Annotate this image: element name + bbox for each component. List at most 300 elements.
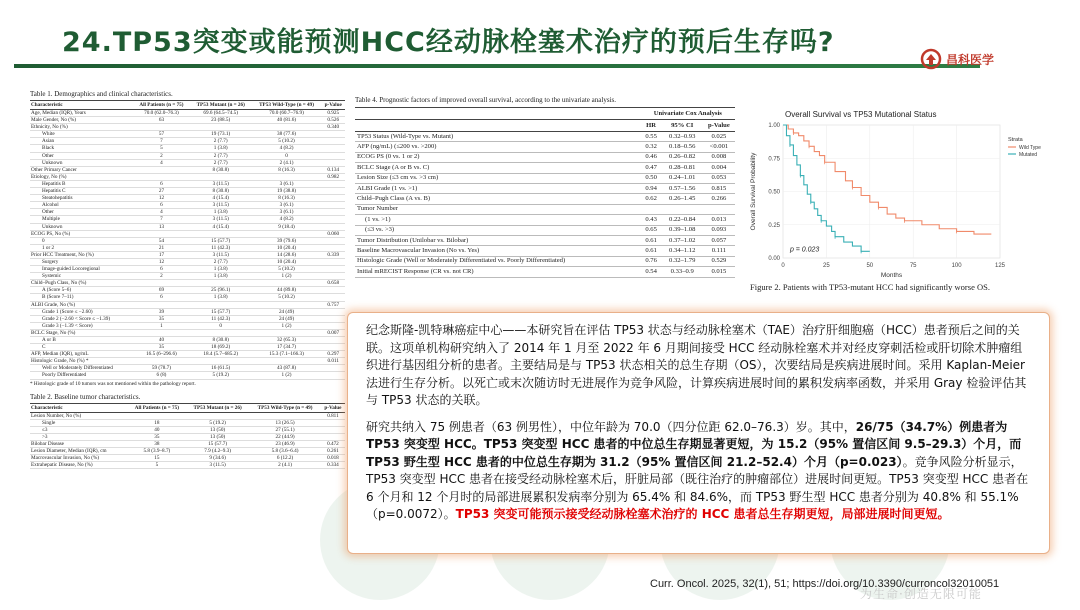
table4-cell: 0.025 [703, 132, 735, 142]
table1-cell [321, 258, 345, 265]
brand-logo [920, 48, 994, 70]
table1-cell: Alcohol [30, 202, 133, 209]
table1-cell: 38 (77.6) [252, 131, 322, 138]
table-row [30, 462, 345, 469]
table1-cell: 6 [133, 266, 190, 273]
table2-cell: 5 (19.2) [186, 419, 249, 426]
table4-header-1: HR [641, 120, 662, 132]
x-tick-label: 50 [866, 263, 874, 269]
table1-cell [321, 195, 345, 202]
table-row [30, 280, 345, 287]
table1-cell: A or B [30, 337, 133, 344]
table1-cell: 13 [133, 223, 190, 230]
table1-cell: 3 (6.1) [252, 202, 322, 209]
table1-cell: 24 (49) [252, 315, 322, 322]
table2-cell: Lesion Diameter, Median (IQR), cm [30, 448, 128, 455]
table-row [30, 372, 345, 379]
table1-cell: 10 (20.4) [252, 244, 322, 251]
table1-cell: 16 (61.5) [190, 365, 252, 372]
table2-cell: 27 (55.1) [249, 426, 321, 433]
table-row [30, 216, 345, 223]
table-row [30, 322, 345, 329]
table1-header-0: Characteristic [30, 101, 133, 110]
table4-cell: 0.47 [641, 163, 662, 173]
table1-cell: 15 (57.7) [190, 237, 252, 244]
table-row [30, 117, 345, 124]
table-row [30, 138, 345, 145]
table1-cell: 1 (3.8) [190, 294, 252, 301]
table4-cell: 0.008 [703, 152, 735, 162]
table-row [355, 142, 735, 152]
table4-cell: Child–Pugh Class (A vs. B) [355, 194, 641, 204]
table1-cell: 7 [133, 216, 190, 223]
title-underline [14, 64, 980, 68]
table1-cell: 5 (10.2) [252, 266, 322, 273]
table1-cell: Image-guided Locoregional [30, 266, 133, 273]
table1-cell [321, 244, 345, 251]
table4-panel [355, 96, 735, 278]
table-row [30, 131, 345, 138]
p-value-annotation: p = 0.023 [789, 246, 820, 254]
table1-cell [321, 145, 345, 152]
table1-cell: 32 (65.3) [252, 337, 322, 344]
table4-cell: (≤3 vs. >3) [355, 225, 641, 235]
table1-cell [190, 173, 252, 180]
legend-entry: Mutated [1019, 152, 1038, 158]
table4-cell: 0.37–1.02 [662, 236, 703, 246]
y-axis-label: Overall Survival Probability [750, 152, 757, 231]
table1-cell: 59 (78.7) [133, 365, 190, 372]
legend-title: Strata [1008, 137, 1023, 143]
table-row [30, 337, 345, 344]
table2-header-3: TP53 Wild-Type (n = 49) [249, 403, 321, 412]
table-row [30, 258, 345, 265]
table1-cell: 10 (20.4) [252, 258, 322, 265]
table1-cell: 44 (89.8) [252, 287, 322, 294]
table4-cell: 0.32–1.79 [662, 256, 703, 266]
x-tick-label: 75 [909, 263, 917, 269]
table4-cell: 0.46 [641, 152, 662, 162]
table-row [30, 266, 345, 273]
table2-cell [128, 412, 186, 419]
table2-cell: 15 (57.7) [186, 440, 249, 447]
table1-cell: 12 [133, 195, 190, 202]
table1-cell: 57 [133, 131, 190, 138]
chart-title: Overall Survival vs TP53 Mutational Status [785, 110, 937, 119]
y-tick-label: 0.50 [768, 189, 780, 196]
table1-cell: Grade 2 (−2.60 < Score ≤ −1.39) [30, 315, 133, 322]
table4-cell: 0.39–1.08 [662, 225, 703, 235]
table1-cell: 69 [133, 287, 190, 294]
table1-cell: 1 or 2 [30, 244, 133, 251]
table2-cell: 7.9 (4.2–9.3) [186, 448, 249, 455]
table4-cell: <0.001 [703, 142, 735, 152]
table1-cell [190, 230, 252, 237]
table1-cell: 8 (30.8) [190, 188, 252, 195]
table2-cell [321, 419, 345, 426]
table1-cell [321, 266, 345, 273]
table-row [30, 433, 345, 440]
table1-cell: 2 (7.7) [190, 138, 252, 145]
table-row [355, 163, 735, 173]
table1-cell: 54 [133, 237, 190, 244]
table1-cell: 19 (73.1) [190, 131, 252, 138]
table2-cell: Single [30, 419, 128, 426]
table1-cell [252, 124, 322, 131]
table-row [30, 202, 345, 209]
paper-tables-panel [30, 90, 345, 590]
table1-cell: 15.3 (7.1–166.3) [252, 351, 322, 358]
table1-cell: 25 (96.1) [190, 287, 252, 294]
table1-cell: 43 (87.8) [252, 365, 322, 372]
table2-cell: 35 [128, 433, 186, 440]
table4-cell: 0.053 [703, 173, 735, 183]
table1-cell: 4 (8.2) [252, 216, 322, 223]
table1-header-4: p-Value [321, 101, 345, 110]
table1-cell: 0.134 [321, 166, 345, 173]
table1-cell: Histologic Grade, No (%) * [30, 358, 133, 365]
table2-header-2: TP53 Mutant (n = 26) [186, 403, 249, 412]
table1-cell: 4 (8.2) [252, 145, 322, 152]
table1-cell: 24 (49) [252, 308, 322, 315]
table1-cell: 1 (2) [252, 322, 322, 329]
x-tick-label: 100 [951, 263, 962, 269]
table1-cell: 14 (28.6) [252, 251, 322, 258]
table1-cell: 0.297 [321, 351, 345, 358]
table1-cell [321, 337, 345, 344]
table4-cell: 0.24–1.01 [662, 173, 703, 183]
table4-cell: 0.33–0.9 [662, 267, 703, 277]
table1-cell: 11 (42.3) [190, 315, 252, 322]
table1-cell: 6 [133, 294, 190, 301]
table1-cell: 63 [133, 117, 190, 124]
table4-cell: ALBI Grade (1 vs. >1) [355, 184, 641, 194]
table1-cell [321, 308, 345, 315]
y-tick-label: 0.25 [768, 222, 780, 229]
table-row [30, 315, 345, 322]
table1-cell: 0.925 [321, 110, 345, 117]
table1-cell [190, 124, 252, 131]
table1 [30, 100, 345, 380]
table2-cell [249, 412, 321, 419]
table1-cell: 9 (18.4) [252, 223, 322, 230]
table-row [355, 256, 735, 266]
table-row [30, 173, 345, 180]
table2-cell: ≤3 [30, 426, 128, 433]
table1-cell: 1 (2) [252, 273, 322, 280]
table4-group-header: Univariate Cox Analysis [641, 108, 735, 120]
table1-cell: 19 (38.8) [252, 188, 322, 195]
table1-cell [321, 223, 345, 230]
table1-cell: 0.060 [321, 230, 345, 237]
table1-header-1: All Patients (n = 75) [133, 101, 190, 110]
table1-cell: Hepatitis B [30, 180, 133, 187]
table-row [355, 246, 735, 256]
table-row [355, 204, 735, 214]
table1-cell [252, 280, 322, 287]
table1-cell [321, 315, 345, 322]
table1-cell: ECOG PS, No (%) [30, 230, 133, 237]
table4-cell: 0.28–0.81 [662, 163, 703, 173]
table-row [30, 329, 345, 336]
table1-cell: 40 (81.6) [252, 117, 322, 124]
summary-p2-intro: 研究共纳入 75 例患者（63 例男性），中位年龄为 70.0（四分位距 62.0–76.3）岁。其中， [366, 419, 856, 434]
table1-cell [321, 237, 345, 244]
table4-cell: 0.013 [703, 215, 735, 225]
table4-cell: 0.50 [641, 173, 662, 183]
table1-cell: Grade 3 (−1.39 < Score) [30, 322, 133, 329]
table1-footnote: * Histologic grade of 10 tumors was not mentioned within the pathology report. [30, 380, 196, 387]
summary-p2-key-finding: 26/75（34.7%）例患者为 TP53 突变型 HCC。TP53 突变型 HCC 患者的中位总生存期显著更短，为 15.2（95% 置信区间 9.5–29.3）个月，而 TP53 野生型 HCC 患者的中位总生存期为 31.2（95% 置信区间 21.2–52.4）个月（p=0.023） [366, 419, 1022, 469]
table-row [30, 419, 345, 426]
table2 [30, 403, 345, 470]
table1-cell [321, 180, 345, 187]
table4-cell: 0.65 [641, 225, 662, 235]
table1-cell [321, 138, 345, 145]
table1-cell: 0 [30, 237, 133, 244]
table-row [355, 215, 735, 225]
table1-cell: 4 [133, 209, 190, 216]
x-tick-label: 125 [994, 263, 1006, 269]
table2-cell: 0.334 [321, 462, 345, 469]
table1-cell [190, 358, 252, 365]
table4-header-3: p-Value [703, 120, 735, 132]
table1-cell: 0.526 [321, 117, 345, 124]
table2-cell: 0.472 [321, 440, 345, 447]
table1-cell [321, 287, 345, 294]
table-row [355, 184, 735, 194]
table2-cell: 15 [128, 455, 186, 462]
table1-cell: Black [30, 145, 133, 152]
table1-cell [321, 188, 345, 195]
table1-caption: Table 1. Demographics and clinical characteristics. [30, 90, 173, 98]
table4-cell: 0.55 [641, 132, 662, 142]
table1-cell: White [30, 131, 133, 138]
table4-cell: 0.22–0.84 [662, 215, 703, 225]
figure2-caption: Figure 2. Patients with TP53-mutant HCC had significantly worse OS. [750, 282, 990, 292]
table1-cell: 0 [252, 152, 322, 159]
table1-cell: 0.007 [321, 329, 345, 336]
table-row [355, 152, 735, 162]
table1-cell: 35 [133, 315, 190, 322]
table1-cell [190, 329, 252, 336]
table1-cell: Other Primary Cancer [30, 166, 133, 173]
table2-cell: 13 (50) [186, 433, 249, 440]
table4-cell: ECOG PS (0 vs. 1 or 2) [355, 152, 641, 162]
table4-cell: 0.18–0.56 [662, 142, 703, 152]
table2-caption: Table 2. Baseline tumor characteristics. [30, 392, 141, 401]
table1-cell [321, 322, 345, 329]
table1-cell: 18.4 (5.7–685.2) [190, 351, 252, 358]
table1-cell: 1 (3.8) [190, 145, 252, 152]
table4-cell [662, 204, 703, 214]
table4-cell: 0.61 [641, 246, 662, 256]
table2-cell: 13 (26.5) [249, 419, 321, 426]
table4-cell: 0.34–1.12 [662, 246, 703, 256]
table1-cell: 8 (16.3) [252, 195, 322, 202]
table1-cell [321, 159, 345, 166]
table1-cell [252, 230, 322, 237]
table1-cell [252, 358, 322, 365]
table2-header-1: All Patients (n = 75) [128, 403, 186, 412]
table-row [30, 237, 345, 244]
table1-cell: 16.5 (6–296.6) [133, 351, 190, 358]
summary-p2-competing-risk: 。竞争风险分析显示，TP53 突变型 HCC 患者在接受经动脉栓塞术后，肝脏局部（既往治疗的肿瘤部位）进展时间更短。TP53 突变型 HCC 患者在 6 个月和 12 个月时的局部进展累积发病率分别为 65.4% 和 84.6%，而 TP53 野生型 HCC 患者分别为 40.8% 和 55.1%（p=0.0072）。 [366, 454, 1029, 521]
table4-cell: Tumor Distribution (Unilobar vs. Bilobar) [355, 236, 641, 246]
table-row [355, 236, 735, 246]
table4-cell: BCLC Stage (A or B vs. C) [355, 163, 641, 173]
table1-cell: Hepatitis C [30, 188, 133, 195]
table-row [355, 173, 735, 183]
table-row [30, 166, 345, 173]
y-tick-label: 0.75 [768, 156, 780, 163]
x-axis-label: Months [880, 272, 903, 279]
table1-cell: 3 (11.5) [190, 202, 252, 209]
table4-cell: 0.26–0.82 [662, 152, 703, 162]
table1-cell: 21 [133, 244, 190, 251]
table1-cell: Asian [30, 138, 133, 145]
table1-cell: 1 [133, 322, 190, 329]
table1-cell: 12 [133, 258, 190, 265]
table1-cell: Etiology, No (%) [30, 173, 133, 180]
table1-cell [190, 301, 252, 308]
table4-caption: Table 4. Prognostic factors of improved overall survival, according to the univariate analysis. [355, 96, 616, 104]
table4-cell: 0.529 [703, 256, 735, 266]
table4 [355, 107, 735, 278]
table2-cell: 9 (34.6) [186, 455, 249, 462]
table-row [30, 365, 345, 372]
table1-cell: BCLC Stage, No (%) [30, 329, 133, 336]
table1-cell: Unknown [30, 223, 133, 230]
table2-cell [321, 426, 345, 433]
table1-cell: Child–Pugh Class, No (%) [30, 280, 133, 287]
table4-cell: 0.057 [703, 236, 735, 246]
citation: Curr. Oncol. 2025, 32(1), 51; https://doi.org/10.3390/curroncol32010051 [650, 578, 1000, 590]
summary-paragraph-1: 纪念斯隆-凯特琳癌症中心——本研究旨在评估 TP53 状态与经动脉栓塞术（TAE）治疗肝细胞癌（HCC）患者预后之间的关联。这项单机构研究纳入了 2014 年 1 月至 2022 年 6 月期间接受 HCC 经动脉栓塞术并对经皮穿刺活检或肝切除术肿瘤组织进行基因组分析的患者。主要结局是与 TP53 状态相关的总生存期（OS），次要结局是疾病进展时间。采用 Kaplan-Meier 法进行生存分析。以死亡或末次随访时无进展作为竞争风险，计算疾病进展时间的累积发病率函数，并采用 Gray 检验评估其与 TP53 状态的关联。 [366, 323, 1027, 407]
table-row [30, 244, 345, 251]
table1-cell: Grade 1 (Score ≤ −2.60) [30, 308, 133, 315]
table4-cell: 0.015 [703, 267, 735, 277]
table1-cell: 17 [133, 251, 190, 258]
table-row [30, 251, 345, 258]
table1-cell: 3 (11.5) [190, 180, 252, 187]
table1-cell: 4 (15.4) [190, 223, 252, 230]
table-row [30, 152, 345, 159]
table1-cell: 3 (6.1) [252, 180, 322, 187]
table4-cell: Initial mRECIST Response (CR vs. not CR) [355, 267, 641, 277]
table1-header-3: TP53 Wild-Type (n = 49) [252, 101, 322, 110]
table1-cell: 5 (10.2) [252, 294, 322, 301]
table-row [355, 225, 735, 235]
table-row [30, 412, 345, 419]
km-survival-chart [745, 100, 1065, 300]
table1-cell: 0.340 [321, 124, 345, 131]
table1-cell: 0.982 [321, 173, 345, 180]
table4-cell: Lesion Size (≤3 cm vs. >3 cm) [355, 173, 641, 183]
table1-cell: 3 (6.1) [252, 209, 322, 216]
table2-cell: 0.018 [321, 455, 345, 462]
table-row [30, 294, 345, 301]
table2-cell: 40 [128, 426, 186, 433]
table4-cell: 0.54 [641, 267, 662, 277]
table4-cell [703, 204, 735, 214]
table1-cell: 5 (10.2) [252, 138, 322, 145]
table1-cell: 35 [133, 344, 190, 351]
table1-cell [321, 365, 345, 372]
table4-cell: 0.94 [641, 184, 662, 194]
table4-cell: 0.815 [703, 184, 735, 194]
table-row [30, 195, 345, 202]
table-row [30, 440, 345, 447]
table-row [30, 145, 345, 152]
table1-cell [321, 202, 345, 209]
table1-cell [133, 280, 190, 287]
table4-cell: 0.32 [641, 142, 662, 152]
table2-cell: Extrahepatic Disease, No (%) [30, 462, 128, 469]
table1-cell: 39 [133, 308, 190, 315]
table1-cell: 17 (34.7) [252, 344, 322, 351]
y-tick-label: 1.00 [768, 123, 780, 129]
table1-cell: 3 (11.5) [190, 216, 252, 223]
table4-cell: Tumor Number [355, 204, 641, 214]
table1-cell [321, 344, 345, 351]
table1-cell: 6 (8) [133, 372, 190, 379]
table-row [30, 455, 345, 462]
table4-cell: 0.266 [703, 194, 735, 204]
table1-cell: 4 [133, 159, 190, 166]
table-row [30, 230, 345, 237]
table-row [30, 301, 345, 308]
table1-cell [190, 280, 252, 287]
table1-cell [133, 230, 190, 237]
table1-cell: 1 (2) [252, 372, 322, 379]
table1-cell: Age, Median (IQR), Years [30, 110, 133, 117]
table-row [30, 159, 345, 166]
table-row [30, 124, 345, 131]
table1-cell: 0.658 [321, 280, 345, 287]
table1-cell: 39 (79.6) [252, 237, 322, 244]
table1-cell: 2 (4.1) [252, 159, 322, 166]
table1-cell [252, 173, 322, 180]
table4-cell: 0.76 [641, 256, 662, 266]
table1-cell [321, 273, 345, 280]
table1-cell [321, 209, 345, 216]
table1-header-2: TP53 Mutant (n = 26) [190, 101, 252, 110]
table1-cell [321, 216, 345, 223]
brand-logo-text: 昌科医学 [946, 52, 995, 67]
table1-cell: 1 (3.8) [190, 209, 252, 216]
table4-cell: Baseline Macrovascular Invasion (No vs. Yes) [355, 246, 641, 256]
table4-cell: 0.093 [703, 225, 735, 235]
table1-cell: 27 [133, 188, 190, 195]
slogan-watermark: 为生命·创造无限可能 [860, 587, 982, 601]
table4-cell: 0.43 [641, 215, 662, 225]
table-row [30, 358, 345, 365]
table1-cell: 2 (7.7) [190, 152, 252, 159]
summary-paragraph-2 [366, 419, 1031, 524]
table1-cell: 0.757 [321, 301, 345, 308]
table4-cell: TP53 Status (Wild-Type vs. Mutant) [355, 132, 641, 142]
table1-cell [133, 166, 190, 173]
table-row [30, 308, 345, 315]
table2-cell: Macrovascular Invasion, No (%) [30, 455, 128, 462]
table1-cell: 8 (30.8) [190, 337, 252, 344]
table2-cell: >3 [30, 433, 128, 440]
table1-cell: 1 (3.8) [190, 266, 252, 273]
table1-cell: 5 (19.2) [190, 372, 252, 379]
table1-cell: 2 [133, 273, 190, 280]
table1-cell: 0 [190, 322, 252, 329]
